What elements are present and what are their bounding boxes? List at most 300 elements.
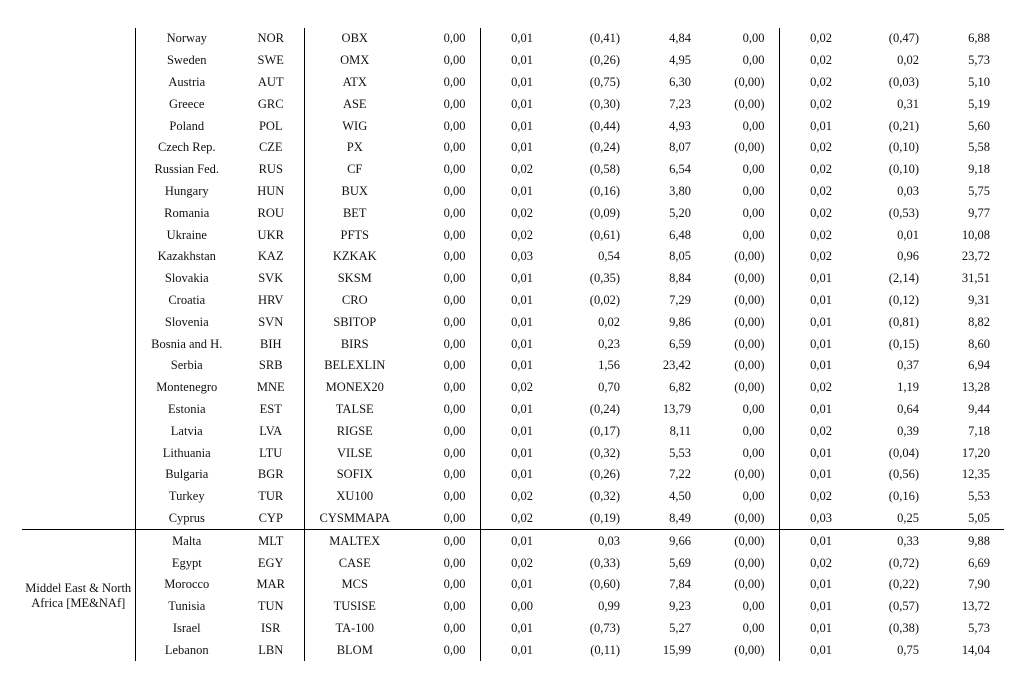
stat-2-cell: 0,02 [480, 377, 547, 399]
iso-code-cell: BIH [259, 336, 282, 351]
iso-code-cell: TUR [258, 489, 284, 504]
stat-8-cell: 9,77 [968, 205, 990, 220]
stat-3-cell: (0,61) [589, 227, 620, 242]
stat-8-cell: 31,51 [961, 271, 990, 286]
stat-7-cell: 0,39 [897, 423, 919, 438]
stat-6-cell: 0,01 [779, 399, 846, 421]
table-row [22, 486, 1004, 508]
stat-1-cell: 0,00 [405, 530, 480, 552]
stat-3-cell: (0,24) [589, 401, 620, 416]
stat-7-cell: (0,21) [888, 118, 919, 133]
index-cell: MALTEX [304, 530, 405, 552]
stat-7-cell: (0,47) [888, 31, 919, 46]
table-row [22, 574, 1004, 596]
stat-7-cell: 0,64 [897, 401, 919, 416]
iso-code-cell: EST [259, 401, 282, 416]
stat-8-cell: 5,58 [968, 140, 990, 155]
stat-2-cell: 0,03 [480, 246, 547, 268]
index-cell: BLOM [304, 639, 405, 661]
stat-8-cell: 5,53 [968, 489, 990, 504]
stat-5-cell: (0,00) [734, 314, 765, 329]
stat-7-cell: (0,57) [888, 599, 919, 614]
stat-1-cell: 0,00 [443, 380, 466, 395]
stat-8-cell: 13,72 [961, 599, 990, 614]
stat-6-cell: 0,02 [779, 181, 846, 203]
stat-3-cell: (0,58) [589, 162, 620, 177]
stat-3-cell: (0,32) [589, 445, 620, 460]
stat-5-cell: (0,00) [734, 577, 765, 592]
table-row [22, 530, 1004, 552]
statistics-table [22, 28, 1004, 661]
stat-5-cell: (0,00) [734, 642, 765, 657]
stat-5-cell: (0,00) [734, 96, 765, 111]
table-row [22, 399, 1004, 421]
stat-4-cell: 6,59 [669, 336, 691, 351]
table-row [22, 639, 1004, 661]
country-cell: Sweden [135, 50, 238, 72]
stat-6-cell: 0,01 [779, 639, 846, 661]
stat-4-cell: 4,84 [669, 31, 691, 46]
stat-2-cell: 0,01 [480, 181, 547, 203]
stat-3-cell: 0,03 [547, 530, 634, 552]
country-cell: Hungary [135, 181, 238, 203]
stat-7-cell: 0,25 [897, 510, 919, 525]
stat-7-cell: (0,15) [888, 336, 919, 351]
stat-4-cell: 6,82 [669, 380, 691, 395]
stat-2-cell: 0,01 [480, 639, 547, 661]
stat-4-cell: 5,27 [669, 620, 691, 635]
stat-4-cell: 8,07 [669, 140, 691, 155]
stat-3-cell: (0,11) [590, 642, 620, 657]
iso-code-cell: LTU [259, 445, 283, 460]
iso-code-cell: MLT [238, 530, 304, 552]
stat-2-cell: 0,01 [480, 442, 547, 464]
stat-5-cell: (0,00) [734, 467, 765, 482]
iso-code-cell: UKR [257, 227, 284, 242]
stat-4-cell: 8,84 [669, 271, 691, 286]
country-cell: Romania [135, 202, 238, 224]
stat-7-cell: (2,14) [888, 271, 919, 286]
iso-code-cell: BGR [257, 467, 284, 482]
table-row [22, 355, 1004, 377]
stat-6-cell: 0,01 [779, 290, 846, 312]
stat-5-cell: (0,00) [734, 336, 765, 351]
table-row [22, 72, 1004, 94]
stat-7-cell: (0,16) [888, 489, 919, 504]
stat-5-cell: (0,00) [734, 74, 765, 89]
stat-3-cell: 0,54 [598, 249, 620, 264]
stat-8-cell: 5,75 [968, 183, 990, 198]
stat-8-cell: 14,04 [961, 642, 990, 657]
stat-2-cell: 0,01 [480, 618, 547, 640]
stat-7-cell: 0,37 [897, 358, 919, 373]
table-row [22, 50, 1004, 72]
stat-3-cell: (0,41) [589, 31, 620, 46]
stat-8-cell: 12,35 [961, 467, 990, 482]
stat-6-cell: 0,02 [779, 72, 846, 94]
index-cell: OBX [304, 28, 405, 50]
stat-7-cell: 0,01 [897, 227, 919, 242]
stat-1-cell: 0,00 [443, 314, 466, 329]
index-cell: ASE [304, 93, 405, 115]
stat-8-cell: 5,19 [968, 96, 990, 111]
country-cell: Malta [135, 530, 238, 552]
stat-2-cell: 0,01 [480, 574, 547, 596]
stat-4-cell: 5,69 [669, 555, 691, 570]
stat-3-cell: (0,24) [589, 140, 620, 155]
stat-5-cell: (0,00) [734, 292, 765, 307]
stat-5-cell: 0,00 [742, 205, 765, 220]
country-cell: Latvia [135, 420, 238, 442]
index-cell: BUX [304, 181, 405, 203]
index-cell: TA-100 [304, 618, 405, 640]
stat-4-cell: 6,48 [669, 227, 691, 242]
stat-3-cell: (0,35) [589, 271, 620, 286]
stat-1-cell: 0,00 [443, 555, 466, 570]
table-row [22, 420, 1004, 442]
stat-8-cell: 6,94 [968, 358, 990, 373]
stat-2-cell: 0,02 [480, 552, 547, 574]
index-cell: ATX [304, 72, 405, 94]
stat-7-cell: 0,02 [897, 53, 919, 68]
stat-7-cell: (0,72) [888, 555, 919, 570]
stat-1-cell: 0,00 [443, 205, 466, 220]
table-row [22, 311, 1004, 333]
country-cell: Poland [135, 115, 238, 137]
stat-6-cell: 0,01 [779, 355, 846, 377]
table-row [22, 377, 1004, 399]
stat-5-cell: (0,00) [734, 358, 765, 373]
stat-7-cell: (0,03) [888, 74, 919, 89]
stat-1-cell: 0,00 [443, 271, 466, 286]
iso-code-cell: AUT [257, 74, 284, 89]
iso-code-cell: ISR [261, 620, 281, 635]
stat-7-cell: 0,03 [897, 183, 919, 198]
index-cell: WIG [304, 115, 405, 137]
stat-5-cell: 0,00 [742, 401, 765, 416]
stat-5-cell: (0,00) [734, 510, 765, 525]
country-cell: Tunisia [135, 596, 238, 618]
iso-code-cell: SVN [258, 314, 284, 329]
stat-3-cell: (0,75) [589, 74, 620, 89]
iso-code-cell: MAR [256, 577, 285, 592]
stat-4-cell: 7,22 [669, 467, 691, 482]
stat-5-cell: 0,00 [742, 489, 765, 504]
country-cell: Egypt [135, 552, 238, 574]
stat-2-cell: 0,01 [480, 355, 547, 377]
stat-7-cell: 0,33 [846, 530, 933, 552]
country-cell: Austria [135, 72, 238, 94]
stat-5-cell: 0,00 [742, 445, 765, 460]
table-row [22, 28, 1004, 50]
iso-code-cell: CYP [258, 510, 283, 525]
stat-1-cell: 0,00 [443, 423, 466, 438]
stat-4-cell: 3,80 [669, 183, 691, 198]
table-body [22, 28, 1004, 661]
stat-1-cell: 0,00 [443, 401, 466, 416]
stat-1-cell: 0,00 [443, 467, 466, 482]
stat-2-cell: 0,01 [480, 420, 547, 442]
index-cell: SKSM [304, 268, 405, 290]
table-row [22, 159, 1004, 181]
stat-8-cell: 7,90 [968, 577, 990, 592]
region-label [22, 28, 135, 530]
stat-3-cell: (0,17) [589, 423, 620, 438]
stat-4-cell: 9,23 [669, 599, 691, 614]
stat-8-cell: 5,60 [968, 118, 990, 133]
stat-2-cell: 0,02 [480, 202, 547, 224]
iso-code-cell: ROU [257, 205, 284, 220]
table-row [22, 224, 1004, 246]
stat-7-cell: (0,81) [888, 314, 919, 329]
stat-4-cell: 23,42 [662, 358, 691, 373]
country-cell: Greece [135, 93, 238, 115]
index-cell: MONEX20 [304, 377, 405, 399]
iso-code-cell: RUS [258, 162, 283, 177]
country-cell: Bulgaria [135, 464, 238, 486]
stat-4-cell: 8,11 [669, 423, 691, 438]
stat-3-cell: 0,70 [598, 380, 620, 395]
country-cell: Croatia [135, 290, 238, 312]
stat-2-cell: 0,01 [480, 28, 547, 50]
table-row [22, 268, 1004, 290]
stat-1-cell: 0,00 [443, 96, 466, 111]
stat-5-cell: (0,00) [734, 380, 765, 395]
stat-8-cell: 23,72 [961, 249, 990, 264]
country-cell: Morocco [135, 574, 238, 596]
table-row [22, 137, 1004, 159]
iso-code-cell: TUN [257, 599, 284, 614]
stat-6-cell: 0,02 [779, 377, 846, 399]
stat-8-cell: 17,20 [961, 445, 990, 460]
stat-5-cell: 0,00 [742, 423, 765, 438]
stat-5-cell: (0,00) [705, 530, 779, 552]
country-cell: Lithuania [135, 442, 238, 464]
stat-2-cell: 0,01 [480, 50, 547, 72]
stat-7-cell: 1,19 [897, 380, 919, 395]
stat-4-cell: 9,66 [634, 530, 705, 552]
stat-6-cell: 0,01 [779, 333, 846, 355]
stat-1-cell: 0,00 [443, 74, 466, 89]
stat-5-cell: 0,00 [742, 599, 765, 614]
stat-1-cell: 0,00 [443, 227, 466, 242]
stat-3-cell: (0,19) [589, 510, 620, 525]
stat-6-cell: 0,01 [779, 268, 846, 290]
stat-1-cell: 0,00 [443, 249, 466, 264]
stat-8-cell: 6,69 [968, 555, 990, 570]
stat-4-cell: 8,49 [669, 510, 691, 525]
iso-code-cell: EGY [257, 555, 284, 570]
country-cell: Slovenia [135, 311, 238, 333]
country-cell: Bosnia and H. [135, 333, 238, 355]
stat-6-cell: 0,02 [779, 93, 846, 115]
stat-3-cell: (0,30) [589, 96, 620, 111]
stat-4-cell: 7,84 [669, 577, 691, 592]
stat-7-cell: 0,96 [897, 249, 919, 264]
stat-3-cell: 0,23 [598, 336, 620, 351]
iso-code-cell: HUN [257, 183, 285, 198]
stat-4-cell: 8,05 [669, 249, 691, 264]
table-row [22, 290, 1004, 312]
index-cell: XU100 [304, 486, 405, 508]
stat-3-cell: 1,56 [598, 358, 620, 373]
index-cell: SBITOP [304, 311, 405, 333]
stat-8-cell: 9,44 [968, 401, 990, 416]
stat-1-cell: 0,00 [443, 642, 466, 657]
country-cell: Norway [135, 28, 238, 50]
index-cell: MCS [304, 574, 405, 596]
stat-3-cell: (0,26) [589, 467, 620, 482]
stat-6-cell: 0,03 [779, 508, 846, 530]
table-row [22, 333, 1004, 355]
stat-6-cell: 0,01 [779, 618, 846, 640]
country-cell: Turkey [135, 486, 238, 508]
stat-5-cell: 0,00 [742, 118, 765, 133]
region-label: Middel East & North Africa [ME&NAf] [22, 530, 135, 661]
stat-2-cell: 0,02 [480, 159, 547, 181]
stat-2-cell: 0,02 [480, 486, 547, 508]
stat-5-cell: (0,00) [734, 555, 765, 570]
iso-code-cell: GRC [257, 96, 284, 111]
index-cell: CRO [304, 290, 405, 312]
stat-4-cell: 4,50 [669, 489, 691, 504]
table-row [22, 442, 1004, 464]
stat-5-cell: 0,00 [742, 183, 765, 198]
country-cell: Serbia [135, 355, 238, 377]
stat-5-cell: 0,00 [742, 227, 765, 242]
stat-6-cell: 0,02 [779, 28, 846, 50]
table-row [22, 246, 1004, 268]
stat-6-cell: 0,01 [779, 115, 846, 137]
stat-3-cell: (0,60) [589, 577, 620, 592]
stat-8-cell: 9,18 [968, 162, 990, 177]
stat-6-cell: 0,01 [779, 464, 846, 486]
stat-6-cell: 0,02 [779, 50, 846, 72]
iso-code-cell: MNE [256, 380, 285, 395]
stat-6-cell: 0,02 [779, 224, 846, 246]
stat-5-cell: (0,00) [734, 271, 765, 286]
stat-2-cell: 0,01 [480, 115, 547, 137]
stat-7-cell: 0,31 [897, 96, 919, 111]
index-cell: PX [304, 137, 405, 159]
iso-code-cell: SVK [258, 271, 284, 286]
stat-6-cell: 0,02 [779, 159, 846, 181]
stat-1-cell: 0,00 [443, 292, 466, 307]
stat-3-cell: (0,44) [589, 118, 620, 133]
index-cell: SOFIX [304, 464, 405, 486]
stat-1-cell: 0,00 [443, 183, 466, 198]
stat-7-cell: (0,12) [888, 292, 919, 307]
stat-5-cell: 0,00 [742, 31, 765, 46]
stat-2-cell: 0,02 [480, 508, 547, 530]
stat-8-cell: 9,88 [933, 530, 1004, 552]
stat-5-cell: 0,00 [742, 620, 765, 635]
stat-4-cell: 7,23 [669, 96, 691, 111]
table-row [22, 508, 1004, 530]
stat-1-cell: 0,00 [443, 489, 466, 504]
stat-4-cell: 4,95 [669, 53, 691, 68]
iso-code-cell: CZE [258, 140, 283, 155]
stat-5-cell: (0,00) [734, 140, 765, 155]
stat-7-cell: (0,22) [888, 577, 919, 592]
stat-8-cell: 6,88 [968, 31, 990, 46]
stat-1-cell: 0,00 [443, 53, 466, 68]
stat-8-cell: 5,05 [968, 510, 990, 525]
stat-2-cell: 0,01 [480, 311, 547, 333]
country-cell: Kazakhstan [135, 246, 238, 268]
stat-6-cell: 0,01 [779, 574, 846, 596]
stat-4-cell: 13,79 [662, 401, 691, 416]
table-row [22, 552, 1004, 574]
iso-code-cell: NOR [257, 31, 284, 46]
iso-code-cell: SRB [258, 358, 283, 373]
stat-4-cell: 6,54 [669, 162, 691, 177]
stat-8-cell: 5,73 [968, 53, 990, 68]
table-row [22, 464, 1004, 486]
stat-2-cell: 0,01 [480, 290, 547, 312]
stat-4-cell: 7,29 [669, 292, 691, 307]
index-cell: TUSISE [304, 596, 405, 618]
stat-7-cell: (0,53) [888, 205, 919, 220]
stat-7-cell: (0,56) [888, 467, 919, 482]
country-cell: Ukraine [135, 224, 238, 246]
stat-3-cell: (0,26) [589, 53, 620, 68]
stat-3-cell: 0,99 [598, 599, 620, 614]
stat-1-cell: 0,00 [443, 336, 466, 351]
iso-code-cell: HRV [258, 292, 284, 307]
table-row [22, 202, 1004, 224]
iso-code-cell: LVA [259, 423, 283, 438]
iso-code-cell: LBN [258, 642, 284, 657]
stat-2-cell: 0,01 [480, 399, 547, 421]
iso-code-cell: KAZ [257, 249, 284, 264]
stat-6-cell: 0,02 [779, 246, 846, 268]
stat-2-cell: 0,01 [480, 464, 547, 486]
stat-1-cell: 0,00 [443, 140, 466, 155]
table-row [22, 181, 1004, 203]
stat-3-cell: (0,33) [589, 555, 620, 570]
stat-1-cell: 0,00 [443, 510, 466, 525]
stat-7-cell: 0,75 [897, 642, 919, 657]
stat-7-cell: (0,04) [888, 445, 919, 460]
country-cell: Russian Fed. [135, 159, 238, 181]
stat-6-cell: 0,02 [779, 420, 846, 442]
stat-3-cell: (0,32) [589, 489, 620, 504]
stat-1-cell: 0,00 [443, 118, 466, 133]
stat-8-cell: 7,18 [968, 423, 990, 438]
stat-3-cell: 0,02 [598, 314, 620, 329]
stat-8-cell: 8,82 [968, 314, 990, 329]
stat-5-cell: 0,00 [742, 53, 765, 68]
stat-4-cell: 5,20 [669, 205, 691, 220]
country-cell: Czech Rep. [135, 137, 238, 159]
index-cell: BET [304, 202, 405, 224]
stat-4-cell: 9,86 [669, 314, 691, 329]
stat-3-cell: (0,09) [589, 205, 620, 220]
stat-6-cell: 0,01 [779, 442, 846, 464]
stat-8-cell: 5,73 [968, 620, 990, 635]
index-cell: CYSMMAPA [304, 508, 405, 530]
index-cell: PFTS [304, 224, 405, 246]
stat-2-cell: 0,01 [480, 530, 547, 552]
stat-7-cell: (0,10) [888, 162, 919, 177]
country-cell: Montenegro [135, 377, 238, 399]
stat-4-cell: 6,30 [669, 74, 691, 89]
stat-1-cell: 0,00 [443, 445, 466, 460]
index-cell: KZKAK [304, 246, 405, 268]
stat-1-cell: 0,00 [443, 599, 466, 614]
stat-2-cell: 0,01 [480, 137, 547, 159]
